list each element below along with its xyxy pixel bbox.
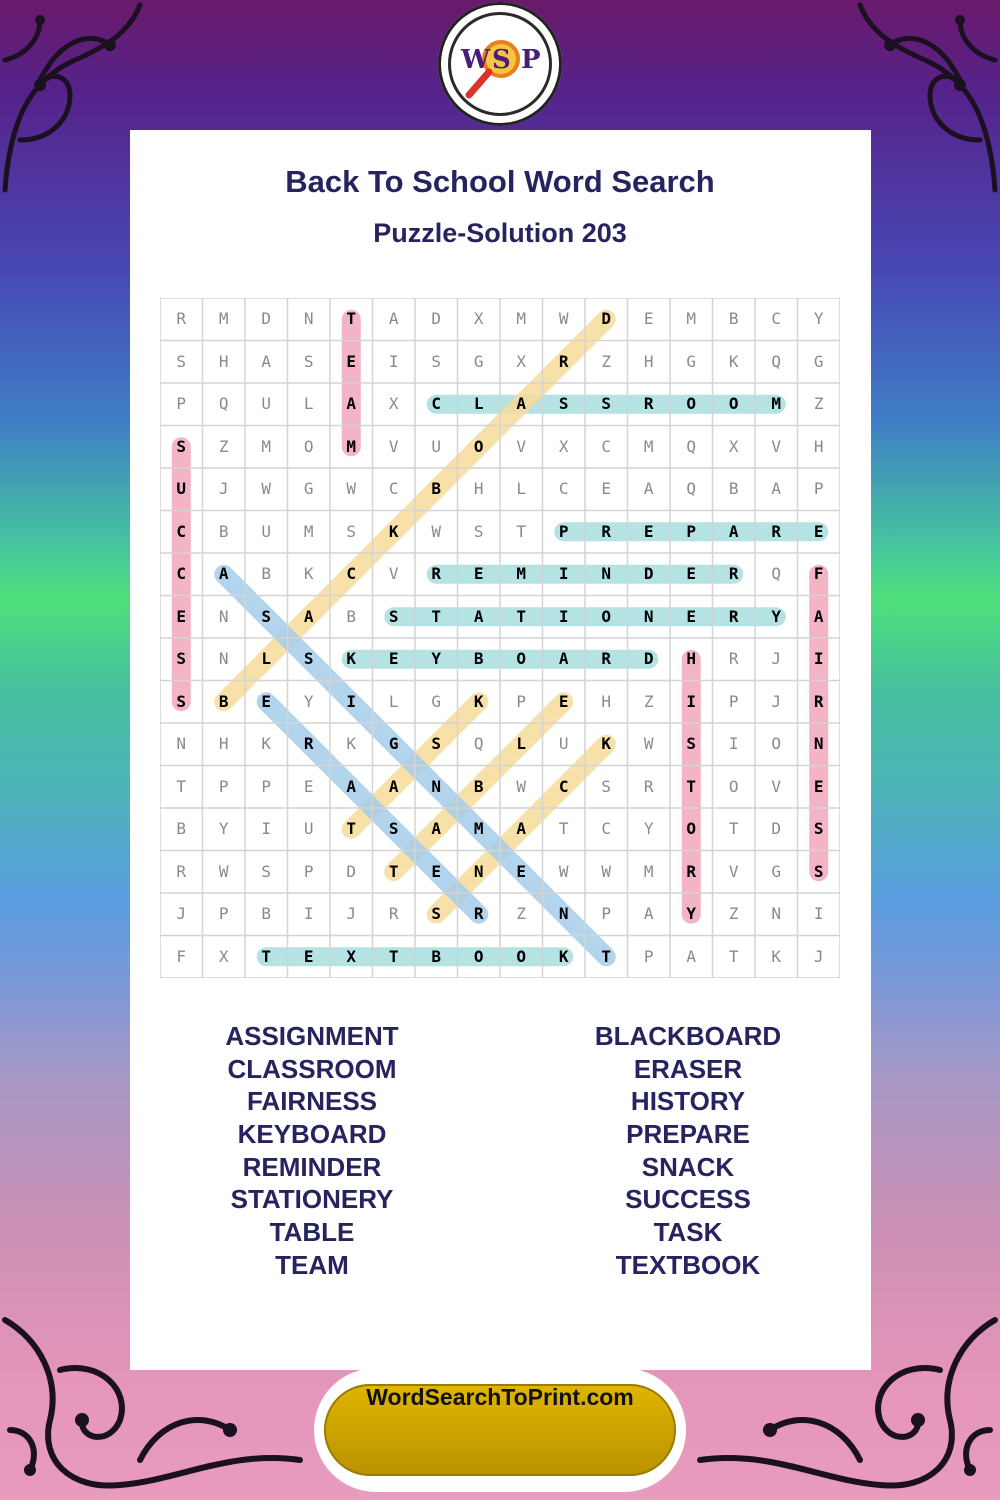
word-list-item: ERASER (633, 1053, 743, 1084)
grid-cell: I (728, 734, 739, 753)
grid-cell: A (686, 946, 697, 966)
grid-cell: A (388, 776, 399, 796)
grid-cell: L (516, 479, 527, 498)
grid-cell: A (516, 819, 527, 838)
grid-cell: X (558, 436, 569, 456)
grid-cell: A (388, 309, 399, 328)
grid-cell: N (813, 734, 824, 753)
grid-cell: N (601, 564, 612, 583)
grid-cell: T (516, 606, 527, 626)
grid-cell: S (431, 904, 442, 923)
grid-cell: K (601, 734, 612, 753)
grid-cell: W (601, 861, 612, 881)
word-list-item: FAIRNESS (246, 1086, 378, 1117)
grid-cell: C (601, 819, 612, 838)
word-list-item: REMINDER (242, 1151, 382, 1182)
grid-cell: X (388, 394, 399, 413)
word-list-item: KEYBOARD (237, 1119, 387, 1150)
grid-cell: D (261, 309, 272, 328)
grid-cell: G (686, 351, 697, 371)
grid-cell: V (771, 776, 782, 796)
grid-cell: B (261, 564, 272, 583)
logo-ring (448, 12, 552, 116)
grid-cell: Y (431, 649, 442, 668)
grid-cell: E (686, 606, 697, 626)
grid-cell: M (473, 819, 484, 838)
grid-cell: Z (813, 394, 824, 413)
grid-cell: O (728, 394, 739, 413)
grid-cell: S (176, 649, 187, 668)
grid-cell: Q (686, 479, 697, 498)
grid-cell: P (601, 904, 612, 923)
grid-cell: J (176, 904, 187, 923)
grid-cell: G (771, 861, 782, 881)
grid-cell: K (473, 691, 484, 711)
grid-cell: Y (218, 819, 229, 838)
grid-cell: L (388, 691, 399, 711)
grid-cell: B (473, 649, 484, 668)
grid-cell: Z (643, 691, 654, 711)
grid-cell: X (728, 436, 739, 456)
grid-cell: Q (771, 351, 782, 371)
grid-cell: B (473, 776, 484, 796)
grid-cell: E (303, 776, 314, 796)
logo-letter-p: P (521, 45, 541, 75)
grid-cell: U (303, 819, 314, 838)
grid-cell: B (261, 904, 272, 923)
grid-cell: P (261, 776, 272, 796)
grid-cell: K (771, 946, 782, 966)
grid-cell: M (771, 394, 782, 413)
grid-cell: O (686, 819, 697, 838)
grid-cell: I (558, 564, 569, 583)
grid-cell: D (643, 649, 654, 668)
grid-cell: Z (516, 904, 527, 923)
grid-cell: F (813, 564, 824, 583)
grid-cell: T (388, 861, 399, 881)
grid-cell: D (601, 309, 612, 328)
word-list-item: TASK (653, 1217, 723, 1248)
grid-cell: H (643, 351, 654, 371)
grid-cell: T (728, 946, 739, 966)
grid-cell: R (813, 691, 824, 711)
grid-cell: O (303, 436, 314, 456)
grid-cell: E (176, 606, 187, 626)
word-list-item: HISTORY (630, 1086, 746, 1117)
grid-cell: M (516, 564, 527, 583)
site-banner[interactable] (314, 1368, 686, 1492)
grid-cell: O (771, 734, 782, 753)
grid-cell: R (643, 776, 654, 796)
grid-cell: B (346, 606, 357, 626)
word-list-item: TEXTBOOK (615, 1249, 761, 1280)
grid-cell: U (558, 734, 569, 753)
grid-cell: I (261, 819, 272, 838)
word-list-left (147, 1020, 477, 1282)
grid-cell: N (771, 904, 782, 923)
grid-cell: T (686, 776, 697, 796)
grid-cell: I (346, 691, 357, 711)
grid-cell: X (516, 351, 527, 371)
grid-cell: T (516, 521, 527, 541)
grid-cell: Z (218, 436, 229, 456)
grid-cell: J (771, 649, 782, 668)
grid-cell: M (261, 436, 272, 456)
grid-cell: T (388, 946, 399, 966)
grid-cell: A (346, 776, 357, 796)
grid-cell: R (601, 521, 612, 541)
grid-cell: Q (771, 564, 782, 583)
grid-cell: E (643, 521, 654, 541)
grid-cell: M (218, 309, 229, 328)
grid-cell: A (643, 479, 654, 498)
grid-cell: B (218, 691, 229, 711)
grid-cell: E (473, 564, 484, 583)
grid-cell: S (303, 351, 314, 371)
grid-cell: E (388, 649, 399, 668)
grid-cell: G (473, 351, 484, 371)
grid-cell: I (686, 691, 697, 711)
grid-cell: S (601, 394, 612, 413)
grid-cell: Z (728, 904, 739, 923)
grid-cell: W (516, 776, 527, 796)
grid-cell: R (176, 861, 187, 881)
grid-cell: R (431, 564, 442, 583)
grid-cell: A (558, 649, 569, 668)
grid-cell: P (303, 861, 314, 881)
grid-cell: N (473, 861, 484, 881)
grid-cell: N (176, 734, 187, 753)
grid-cell: A (261, 351, 272, 371)
page-title: Back To School Word Search (285, 164, 715, 199)
grid-cell: S (388, 606, 399, 626)
grid-cell: W (431, 521, 442, 541)
grid-cell: Z (601, 351, 612, 371)
grid-cell: P (813, 479, 824, 498)
grid-cell: E (516, 861, 527, 881)
grid-cell: W (643, 734, 654, 753)
grid-cell: H (473, 479, 484, 498)
grid-cell: P (558, 521, 569, 541)
grid-cell: T (601, 946, 612, 966)
grid-cell: X (473, 309, 484, 328)
grid-cell: L (516, 734, 527, 753)
grid-cell: J (218, 479, 229, 498)
grid-cell: G (813, 351, 824, 371)
grid-cell: S (176, 691, 187, 711)
grid-cell: K (261, 734, 272, 753)
grid-cell: T (558, 819, 569, 838)
grid-cell: P (516, 691, 527, 711)
grid-cell: Y (643, 819, 654, 838)
grid-cell: E (813, 521, 824, 541)
word-list-item: SUCCESS (625, 1184, 751, 1215)
grid-cell: Y (813, 309, 824, 328)
grid-cell: M (346, 436, 357, 456)
logo-letter-s: S (492, 45, 511, 75)
grid-cell: O (728, 776, 739, 796)
grid-cell: P (176, 394, 187, 413)
grid-cell: I (813, 904, 824, 923)
grid-cell: V (771, 436, 782, 456)
grid-cell: X (346, 946, 357, 966)
grid-cell: S (303, 649, 314, 668)
grid-cell: O (473, 946, 484, 966)
grid-cell: O (473, 436, 484, 456)
grid-cell: N (303, 309, 314, 328)
grid-cell: R (473, 904, 484, 923)
grid-cell: M (686, 309, 697, 328)
word-list-item: SNACK (641, 1151, 735, 1182)
site-link[interactable]: WordSearchToPrint.com (366, 1384, 634, 1410)
grid-cell: E (558, 691, 569, 711)
grid-cell: T (431, 606, 442, 626)
grid-cell: B (176, 819, 187, 838)
grid-cell: I (558, 606, 569, 626)
grid-cell: V (388, 564, 399, 583)
grid-cell: A (473, 606, 484, 626)
grid-cell: E (643, 309, 654, 328)
grid-cell: G (388, 734, 399, 753)
grid-cell: S (176, 436, 187, 456)
grid-cell: W (558, 309, 569, 328)
grid-cell: R (303, 734, 314, 753)
grid-cell: O (516, 946, 527, 966)
grid-cell: V (728, 861, 739, 881)
grid-cell: M (516, 309, 527, 328)
grid-cell: B (431, 946, 442, 966)
grid-cell: K (558, 946, 569, 966)
grid-cell: C (431, 394, 442, 413)
grid-cell: Q (473, 734, 484, 753)
grid-cell: R (388, 904, 399, 923)
grid-cell: T (346, 819, 357, 838)
grid-cell: O (686, 394, 697, 413)
grid-cell: S (601, 776, 612, 796)
grid-cell: S (431, 734, 442, 753)
grid-cell: E (303, 946, 314, 966)
grid-cell: A (346, 394, 357, 413)
grid-cell: C (346, 564, 357, 583)
grid-cell: J (771, 691, 782, 711)
grid-cell: R (601, 649, 612, 668)
grid-cell: S (388, 819, 399, 838)
grid-cell: J (813, 946, 824, 966)
grid-cell: U (431, 436, 442, 456)
grid-cell: N (218, 649, 229, 668)
grid-cell: B (728, 479, 739, 498)
grid-cell: P (643, 946, 654, 966)
grid-cell: G (431, 691, 442, 711)
grid-cell: H (218, 734, 229, 753)
grid-cell: S (813, 861, 824, 881)
grid-cell: S (558, 394, 569, 413)
word-list-item: CLASSROOM (227, 1053, 397, 1084)
grid-cell: R (728, 564, 739, 583)
grid-cell: V (388, 436, 399, 456)
grid-cell: C (176, 564, 187, 583)
grid-cell: W (218, 861, 229, 881)
grid-cell: C (558, 776, 569, 796)
grid-cell: A (643, 904, 654, 923)
grid-cell: N (431, 776, 442, 796)
grid-cell: A (218, 564, 229, 583)
grid-cell: C (176, 521, 187, 541)
grid-cell: M (303, 521, 314, 541)
grid-cell: A (813, 606, 824, 626)
grid-cell: U (261, 521, 272, 541)
grid-cell: P (728, 691, 739, 711)
grid-cell: R (643, 394, 654, 413)
grid-cell: K (388, 521, 399, 541)
grid-cell: E (601, 479, 612, 498)
word-list-item: TEAM (275, 1249, 349, 1280)
grid-cell: Q (686, 436, 697, 456)
grid-cell: W (558, 861, 569, 881)
page-subtitle: Puzzle-Solution 203 (373, 218, 627, 248)
grid-cell: Y (303, 691, 314, 711)
grid-cell: D (431, 309, 442, 328)
grid-cell: L (261, 649, 272, 668)
word-list-right (523, 1020, 853, 1282)
grid-cell: S (686, 734, 697, 753)
grid-cell: P (686, 521, 697, 541)
grid-cell: T (261, 946, 272, 966)
word-list-item: STATIONERY (230, 1184, 394, 1215)
grid-cell: E (261, 691, 272, 711)
grid-cell: A (516, 394, 527, 413)
grid-cell: N (558, 904, 569, 923)
grid-cell: C (388, 479, 399, 498)
grid-cell: Y (771, 606, 782, 626)
grid-cell: D (771, 819, 782, 838)
wsp-logo (438, 2, 562, 126)
grid-cell: V (516, 436, 527, 456)
grid-cell: W (261, 479, 272, 498)
grid-cell: B (218, 521, 229, 541)
grid-cell: A (771, 479, 782, 498)
grid-cell: I (388, 351, 399, 371)
word-list-item: BLACKBOARD (594, 1021, 782, 1051)
grid-cell: P (218, 904, 229, 923)
grid-cell: D (346, 861, 357, 881)
word-list-item: ASSIGNMENT (225, 1021, 399, 1051)
grid-cell: I (303, 904, 314, 923)
grid-cell: K (346, 734, 357, 753)
grid-cell: E (686, 564, 697, 583)
grid-cell: W (346, 479, 357, 498)
site-banner-pill (324, 1384, 676, 1476)
grid-cell: R (728, 606, 739, 626)
grid-cell: L (303, 394, 314, 413)
grid-cell: C (558, 479, 569, 498)
grid-cell: R (686, 861, 697, 881)
grid-cell: B (431, 479, 442, 498)
grid-cell: D (643, 564, 654, 583)
grid-cell: S (176, 351, 187, 371)
grid-cell: N (218, 606, 229, 626)
word-list-item: TABLE (269, 1217, 355, 1248)
grid-cell: U (176, 479, 187, 498)
grid-cell: S (431, 351, 442, 371)
grid-cell: S (261, 861, 272, 881)
grid-cell: S (261, 606, 272, 626)
grid-cell: K (346, 649, 357, 668)
grid-cell: T (346, 309, 357, 328)
grid-cell: C (771, 309, 782, 328)
grid-cell: H (218, 351, 229, 371)
grid-cell: Y (686, 904, 697, 923)
grid-cell: R (771, 521, 782, 541)
grid-cell: T (176, 776, 187, 796)
grid-cell: S (813, 819, 824, 838)
word-search-grid (160, 298, 840, 978)
grid-cell: O (516, 649, 527, 668)
grid-cell: G (303, 479, 314, 498)
grid-cell: R (176, 309, 187, 328)
grid-cell: X (218, 946, 229, 966)
grid-cell: K (303, 564, 314, 583)
grid-cell: A (728, 521, 739, 541)
grid-cell: M (643, 861, 654, 881)
grid-cell: I (813, 649, 824, 668)
grid-cell: R (728, 649, 739, 668)
grid-cell: U (261, 394, 272, 413)
grid-cell: H (686, 649, 697, 668)
grid-cell: N (643, 606, 654, 626)
grid-cell: E (813, 776, 824, 796)
grid-cell: E (431, 861, 442, 881)
grid-cell: Q (218, 394, 229, 413)
word-list-item: PREPARE (626, 1119, 750, 1150)
grid-cell: J (346, 904, 357, 923)
grid-cell: A (431, 819, 442, 838)
grid-cell: T (728, 819, 739, 838)
grid-cell: E (346, 351, 357, 371)
grid-cell: R (558, 351, 569, 371)
grid-cell: L (473, 394, 484, 413)
grid-cell: H (813, 436, 824, 456)
grid-cell: P (218, 776, 229, 796)
grid-cell: S (473, 521, 484, 541)
grid-cell: F (176, 946, 187, 966)
grid-cell: C (601, 436, 612, 456)
grid-cell: H (601, 691, 612, 711)
logo-letter-w: W (461, 45, 491, 75)
grid-cell: S (346, 521, 357, 541)
grid-cell: B (728, 309, 739, 328)
grid-cell: M (643, 436, 654, 456)
grid-cell: O (601, 606, 612, 626)
grid-cell: A (303, 606, 314, 626)
grid-cell: K (728, 351, 739, 371)
